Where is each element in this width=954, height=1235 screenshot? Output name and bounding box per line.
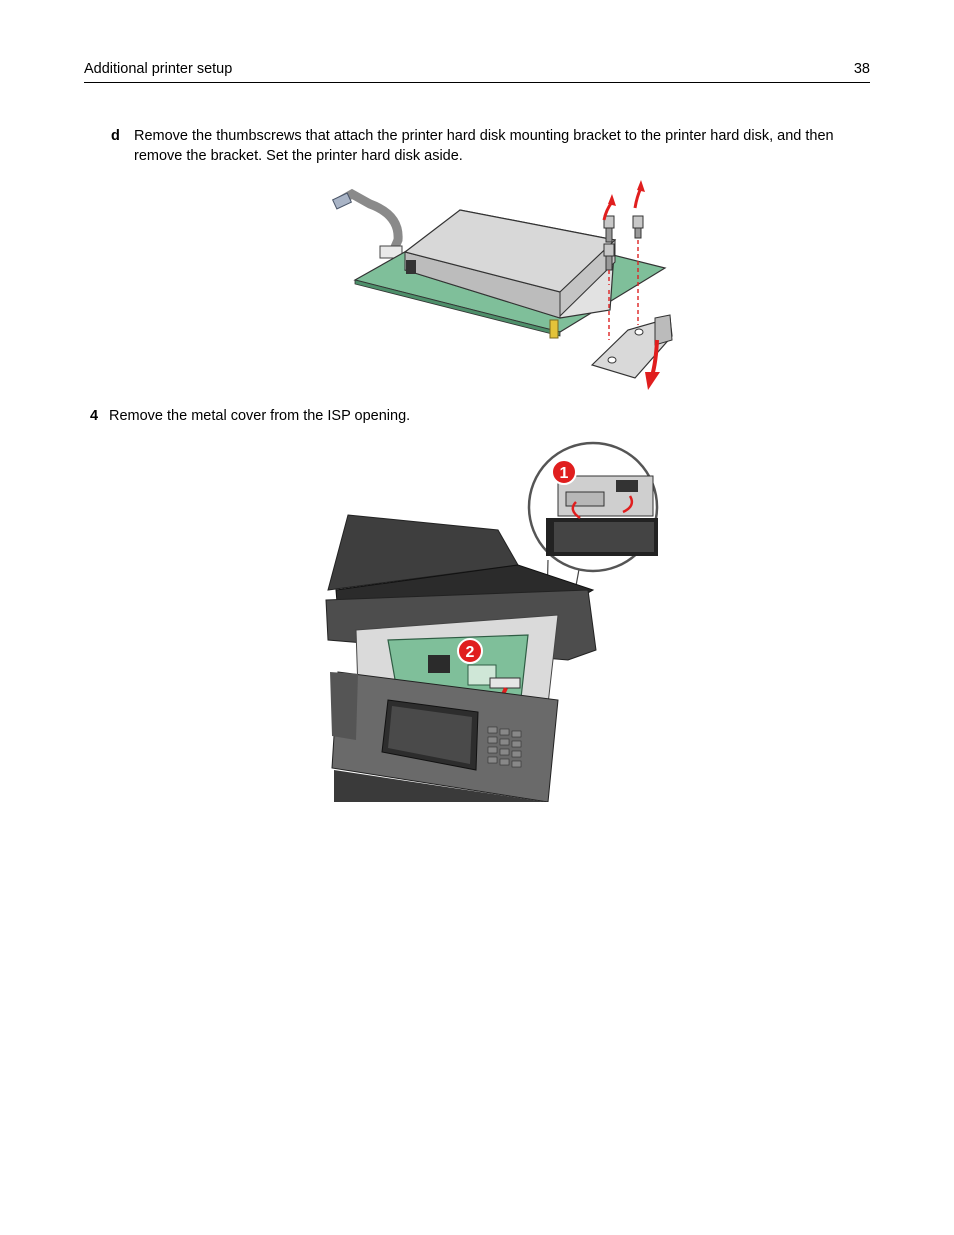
hard-disk-illustration bbox=[330, 180, 675, 392]
step-4 bbox=[90, 406, 849, 426]
header-title: Additional printer setup bbox=[84, 61, 233, 77]
step-text: Remove the metal cover from the ISP opening. bbox=[109, 408, 411, 424]
callout-1-label: 1 bbox=[559, 465, 569, 482]
page-number: 38 bbox=[853, 61, 870, 77]
step-marker: 4 bbox=[90, 408, 99, 424]
step-d bbox=[111, 126, 874, 166]
step-text: Remove the thumbscrews that attach the printer hard disk mounting bracket to the printer hard disk, and then remove the bracket. Set the printer hard disk aside. bbox=[134, 128, 834, 164]
printer-illustration bbox=[318, 440, 663, 802]
page-header bbox=[84, 60, 870, 83]
callout-2-label: 2 bbox=[465, 644, 475, 661]
step-marker: d bbox=[111, 128, 120, 144]
